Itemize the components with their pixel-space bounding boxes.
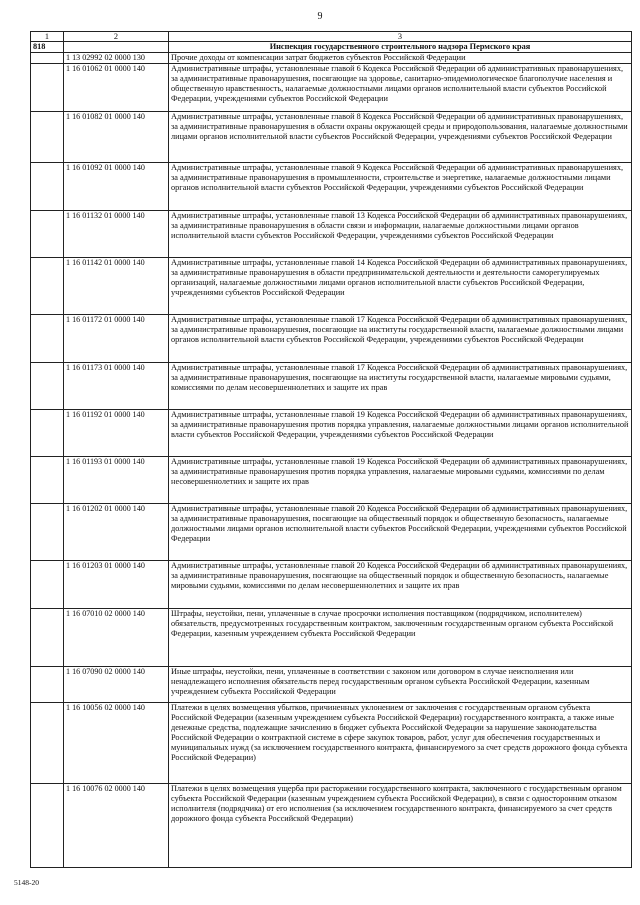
administrator-name: Инспекция государственного строительного надзора Пермского края [169,42,632,53]
revenue-code: 1 13 02992 02 0000 130 [64,53,169,64]
table-row [31,703,632,784]
table-row [31,163,632,211]
table-row [31,609,632,667]
revenue-description: Административные штрафы, установленные главой 13 Кодекса Российской Федерации об административных правонарушениях, за административные правонарушения в области связи и информации, налагаемые должностными лицами органов исполнительной власти субъектов Российской Федерации, учреждениями субъектов Российской Федерации [169,211,632,258]
row-administrator-cell [31,703,64,784]
table-row [31,258,632,315]
page-number: 9 [317,11,323,22]
revenue-code: 1 16 01202 01 0000 140 [64,504,169,561]
row-administrator-cell [31,784,64,868]
revenue-codes-table [30,31,632,868]
administrator-code-empty [64,42,169,53]
row-administrator-cell [31,667,64,703]
revenue-code: 1 16 10076 02 0000 140 [64,784,169,868]
footer-code: 5148-20 [14,878,39,887]
table-row [31,363,632,410]
revenue-code: 1 16 07090 02 0000 140 [64,667,169,703]
row-administrator-cell [31,258,64,315]
row-administrator-cell [31,315,64,363]
revenue-description: Иные штрафы, неустойки, пени, уплаченные в соответствии с законом или договором в случае неисполнения или ненадлежащего исполнения обязательств перед государственным органом субъекта Российской Федерации, казенным учреждением субъекта Российской Федерации [169,667,632,703]
row-administrator-cell [31,457,64,504]
revenue-description: Административные штрафы, установленные главой 17 Кодекса Российской Федерации об административных правонарушениях, за административные правонарушения, посягающие на институты государственной власти, налагаемые должностными лицами органов исполнительной власти субъектов Российской Федерации, учреждениями субъектов Российской Федерации [169,315,632,363]
column-number-row [31,32,632,42]
revenue-code: 1 16 01192 01 0000 140 [64,410,169,457]
revenue-description: Административные штрафы, установленные главой 19 Кодекса Российской Федерации об административных правонарушениях, за административные правонарушения против порядка управления, налагаемые мировыми судьями, комиссиями по делам несовершеннолетних и защите их прав [169,457,632,504]
table-row [31,561,632,609]
table-row [31,64,632,112]
table-row [31,410,632,457]
column-number-1: 1 [31,32,64,42]
table-row [31,457,632,504]
revenue-code: 1 16 10056 02 0000 140 [64,703,169,784]
row-administrator-cell [31,163,64,211]
revenue-description: Платежи в целях возмещения ущерба при расторжении государственного контракта, заключенного с государственным органом субъекта Российской Федерации (казенным учреждением субъекта Российской Федерации), в связи с односторонним отказом исполнителя (подрядчика) от его исполнения (за исключением государственного контракта, финансируемого за счет средств дорожного фонда субъекта Российской Федерации) [169,784,632,868]
table-row [31,211,632,258]
revenue-description: Административные штрафы, установленные главой 8 Кодекса Российской Федерации об административных правонарушениях, за административные правонарушения в области охраны окружающей среды и природопользования, налагаемые должностными лицами органов исполнительной власти субъектов Российской Федерации, учреждениями субъектов Российской Федерации [169,112,632,163]
revenue-code: 1 16 01062 01 0000 140 [64,64,169,112]
revenue-code: 1 16 01173 01 0000 140 [64,363,169,410]
row-administrator-cell [31,53,64,64]
revenue-description: Административные штрафы, установленные главой 9 Кодекса Российской Федерации об административных правонарушениях, за административные правонарушения в промышленности, строительстве и энергетике, налагаемые должностными лицами органов исполнительной власти субъектов Российской Федерации, учреждениями субъектов Российской Федерации [169,163,632,211]
column-number-2: 2 [64,32,169,42]
table-row [31,112,632,163]
revenue-description: Административные штрафы, установленные главой 17 Кодекса Российской Федерации об административных правонарушениях, за административные правонарушения, посягающие на институты государственной власти, налагаемые мировыми судьями, комиссиями по делам несовершеннолетних и защите их прав [169,363,632,410]
row-administrator-cell [31,561,64,609]
row-administrator-cell [31,504,64,561]
revenue-code: 1 16 01132 01 0000 140 [64,211,169,258]
row-administrator-cell [31,64,64,112]
row-administrator-cell [31,363,64,410]
revenue-description: Административные штрафы, установленные главой 14 Кодекса Российской Федерации об административных правонарушениях, за административные правонарушения в области предпринимательской деятельности и деятельности саморегулируемых организаций, налагаемые должностными лицами органов исполнительной власти субъектов Российской Федерации, учреждениями субъектов Российской Федерации [169,258,632,315]
revenue-description: Административные штрафы, установленные главой 20 Кодекса Российской Федерации об административных правонарушениях, за административные правонарушения, посягающие на общественный порядок и общественную безопасность, налагаемые мировыми судьями, комиссиями по делам несовершеннолетних и защите их прав [169,561,632,609]
revenue-code: 1 16 01082 01 0000 140 [64,112,169,163]
revenue-description: Штрафы, неустойки, пени, уплаченные в случае просрочки исполнения поставщиком (подрядчиком, исполнителем) обязательств, предусмотренных государственным контрактом, заключенным государственным органом субъекта Российской Федерации, казенным учреждением субъекта Российской Федерации [169,609,632,667]
revenue-description: Административные штрафы, установленные главой 20 Кодекса Российской Федерации об административных правонарушениях, за административные правонарушения, посягающие на общественный порядок и общественную безопасность, налагаемые должностными лицами органов исполнительной власти субъектов Российской Федерации, учреждениями субъектов Российской Федерации [169,504,632,561]
row-administrator-cell [31,211,64,258]
row-administrator-cell [31,410,64,457]
revenue-description: Платежи в целях возмещения убытков, причиненных уклонением от заключения с государственным органом субъекта Российской Федерации (казенным учреждением субъекта Российской Федерации) государственного контракта, а также иные денежные средства, подлежащие зачислению в бюджет субъекта Российской Федерации за нарушение законодательства Российской Федерации о контрактной системе в сфере закупок товаров, работ, услуг для обеспечения государственных и муниципальных нужд (за исключением государственного контракта, финансируемого за счет средств дорожного фонда субъекта Российской Федерации) [169,703,632,784]
revenue-code: 1 16 01092 01 0000 140 [64,163,169,211]
column-number-3: 3 [169,32,632,42]
revenue-description: Административные штрафы, установленные главой 6 Кодекса Российской Федерации об административных правонарушениях, за административные правонарушения, посягающие на здоровье, санитарно-эпидемиологическое благополучие населения и общественную нравственность, налагаемые должностными лицами органов исполнительной власти субъектов Российской Федерации, учреждениями субъектов Российской Федерации [169,64,632,112]
administrator-code: 818 [31,42,64,53]
row-administrator-cell [31,112,64,163]
revenue-code: 1 16 01193 01 0000 140 [64,457,169,504]
revenue-code: 1 16 01203 01 0000 140 [64,561,169,609]
revenue-description: Административные штрафы, установленные главой 19 Кодекса Российской Федерации об административных правонарушениях, за административные правонарушения против порядка управления, налагаемые должностными лицами органов исполнительной власти субъектов Российской Федерации, учреждениями субъектов Российской Федерации [169,410,632,457]
revenue-code: 1 16 01142 01 0000 140 [64,258,169,315]
table-row [31,504,632,561]
revenue-description: Прочие доходы от компенсации затрат бюджетов субъектов Российской Федерации [169,53,632,64]
table-row [31,784,632,868]
table-row [31,667,632,703]
revenue-code: 1 16 07010 02 0000 140 [64,609,169,667]
administrator-row [31,42,632,53]
revenue-code: 1 16 01172 01 0000 140 [64,315,169,363]
table-row [31,53,632,64]
row-administrator-cell [31,609,64,667]
table-row [31,315,632,363]
